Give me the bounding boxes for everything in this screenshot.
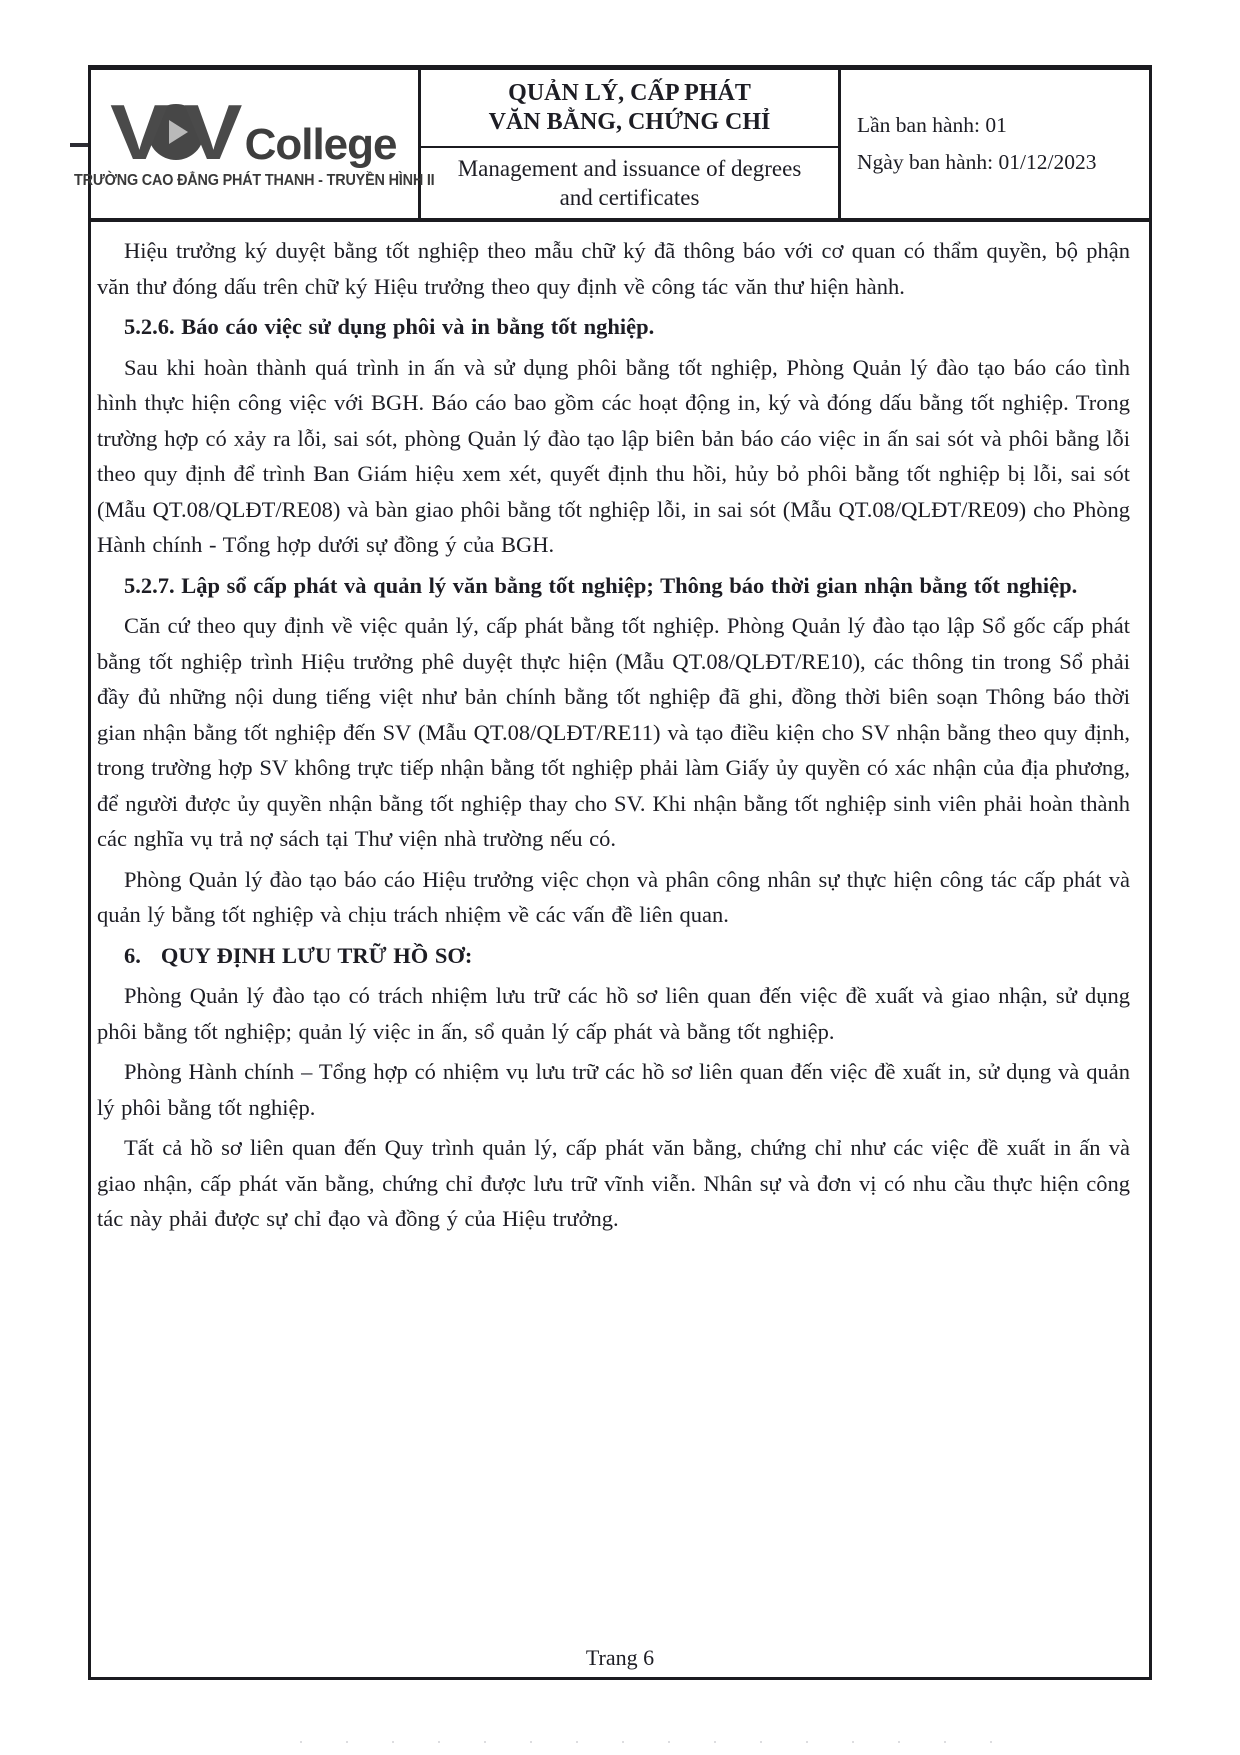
- paragraph-issuance-register: Căn cứ theo quy định về việc quản lý, cấp phát bằng tốt nghiệp. Phòng Quản lý đào tạo lập Sổ gốc cấp phát bằng tốt nghiệp trình Hiệu trưởng phê duyệt thực hiện (Mẫu QT.08/QLĐT/RE10), các thông tin trong Sổ phải đầy đủ những nội dung tiếng việt như bản chính bằng tốt nghiệp đã ghi, đồng thời biên soạn Thông báo thời gian nhận bằng tốt nghiệp đến SV (Mẫu QT.08/QLĐT/RE11) và tạo điều kiện cho SV nhận bằng theo quy định, trong trường hợp SV không trực tiếp nhận bằng tốt nghiệp phải làm Giấy ủy quyền có xác nhận của địa phương, để người được ủy quyền nhận bằng tốt nghiệp thay cho SV. Khi nhận bằng tốt nghiệp sinh viên phải hoàn thành các nghĩa vụ trả nợ sách tại Thư viện nhà trường nếu có.: [97, 613, 1130, 851]
- paragraph-archive-qldt: Phòng Quản lý đào tạo có trách nhiệm lưu trữ các hồ sơ liên quan đến việc đề xuất và giao nhận, sử dụng phôi bằng tốt nghiệp; quản lý việc in ấn, sổ quản lý cấp phát và bằng tốt nghiệp.: [97, 983, 1130, 1044]
- document-title-en: [421, 148, 838, 218]
- logo-letter-v: V: [183, 87, 238, 176]
- heading-5-2-6: 5.2.6. Báo cáo việc sử dụng phôi và in bằng tốt nghiệp.: [124, 314, 655, 339]
- paragraph-print-report: Sau khi hoàn thành quá trình in ấn và sử dụng phôi bằng tốt nghiệp, Phòng Quản lý đào tạo báo cáo tình hình thực hiện công việc với BGH. Báo cáo bao gồm các hoạt động in, ký và đóng dấu bằng tốt nghiệp. Trong trường hợp có xảy ra lỗi, sai sót, phòng Quản lý đào tạo lập biên bản báo cáo việc in ấn sai sót và phôi bằng lỗi theo quy định để trình Ban Giám hiệu xem xét, quyết định thu hồi, hủy bỏ phôi bằng tốt nghiệp bị lỗi, sai sót (Mẫu QT.08/QLĐT/RE08) và bàn giao phôi bằng tốt nghiệp lỗi, in sai sót (Mẫu QT.08/QLĐT/RE09) cho Phòng Hành chính - Tổng hợp dưới sự đồng ý của BGH.: [97, 354, 1130, 557]
- issue-info-cell: [841, 70, 1149, 218]
- issue-date: Ngày ban hành: 01/12/2023: [857, 150, 1097, 174]
- title-cell: [421, 70, 841, 218]
- paragraph-signature-approval: Hiệu trưởng ký duyệt bằng tốt nghiệp theo mẫu chữ ký đã thông báo với cơ quan có thẩm quyền, bộ phận văn thư đóng dấu trên chữ ký Hiệu trưởng theo quy định về công tác văn thư hiện hành.: [97, 238, 1130, 299]
- scan-artifact-specks: [300, 1741, 1000, 1743]
- page-number: Trang 6: [585, 1645, 655, 1670]
- logo-cell: [74, 70, 435, 218]
- logo-letter-v: V: [109, 87, 164, 176]
- title-vi-line1: QUẢN LÝ, CẤP PHÁT: [508, 80, 751, 106]
- scan-artifact-mark: [70, 143, 89, 147]
- heading-6: [97, 938, 1130, 974]
- document-title-vi: [421, 70, 838, 148]
- title-en-line2: and certificates: [559, 185, 700, 210]
- heading-5-2-7: 5.2.7. Lập sổ cấp phát và quản lý văn bằng tốt nghiệp; Thông báo thời gian nhận bằng tốt nghiệp.: [124, 572, 1078, 598]
- title-vi-line2: VĂN BẰNG, CHỨNG CHỈ: [488, 109, 771, 135]
- college-name-subtitle: TRƯỜNG CAO ĐẲNG PHÁT THANH - TRUYỀN HÌNH II: [74, 172, 435, 190]
- document-body: [91, 222, 1149, 1237]
- paragraph-staff-assignment: Phòng Quản lý đào tạo báo cáo Hiệu trưởng việc chọn và phân công nhân sự thực hiện công tác cấp phát và quản lý bằng tốt nghiệp và chịu trách nhiệm về các vấn đề liên quan.: [97, 866, 1130, 927]
- vov-college-logo: [109, 87, 397, 176]
- document-header: [74, 70, 1149, 222]
- paragraph-archive-hanhchinh: Phòng Hành chính – Tổng hợp có nhiệm vụ lưu trữ các hồ sơ liên quan đến việc đề xuất in, sử dụng và quản lý phôi bằng tốt nghiệp.: [97, 1059, 1130, 1120]
- heading-6-text: QUY ĐỊNH LƯU TRỮ HỒ SƠ:: [160, 942, 473, 968]
- heading-6-number: 6.: [124, 942, 141, 968]
- logo-college-text: College: [244, 120, 397, 170]
- title-en-line1: Management and issuance of degrees: [457, 156, 802, 181]
- paragraph-archive-permanent: Tất cả hồ sơ liên quan đến Quy trình quản lý, cấp phát văn bằng, chứng chỉ như các việc đề xuất in ấn và giao nhận, cấp phát văn bằng, chứng chỉ được lưu trữ vĩnh viễn. Nhân sự và đơn vị có nhu cầu thực hiện công tác này phải được sự chỉ đạo và đồng ý của Hiệu trưởng.: [97, 1135, 1130, 1231]
- issue-number: Lần ban hành: 01: [857, 113, 1007, 137]
- document-frame: [74, 65, 1152, 1680]
